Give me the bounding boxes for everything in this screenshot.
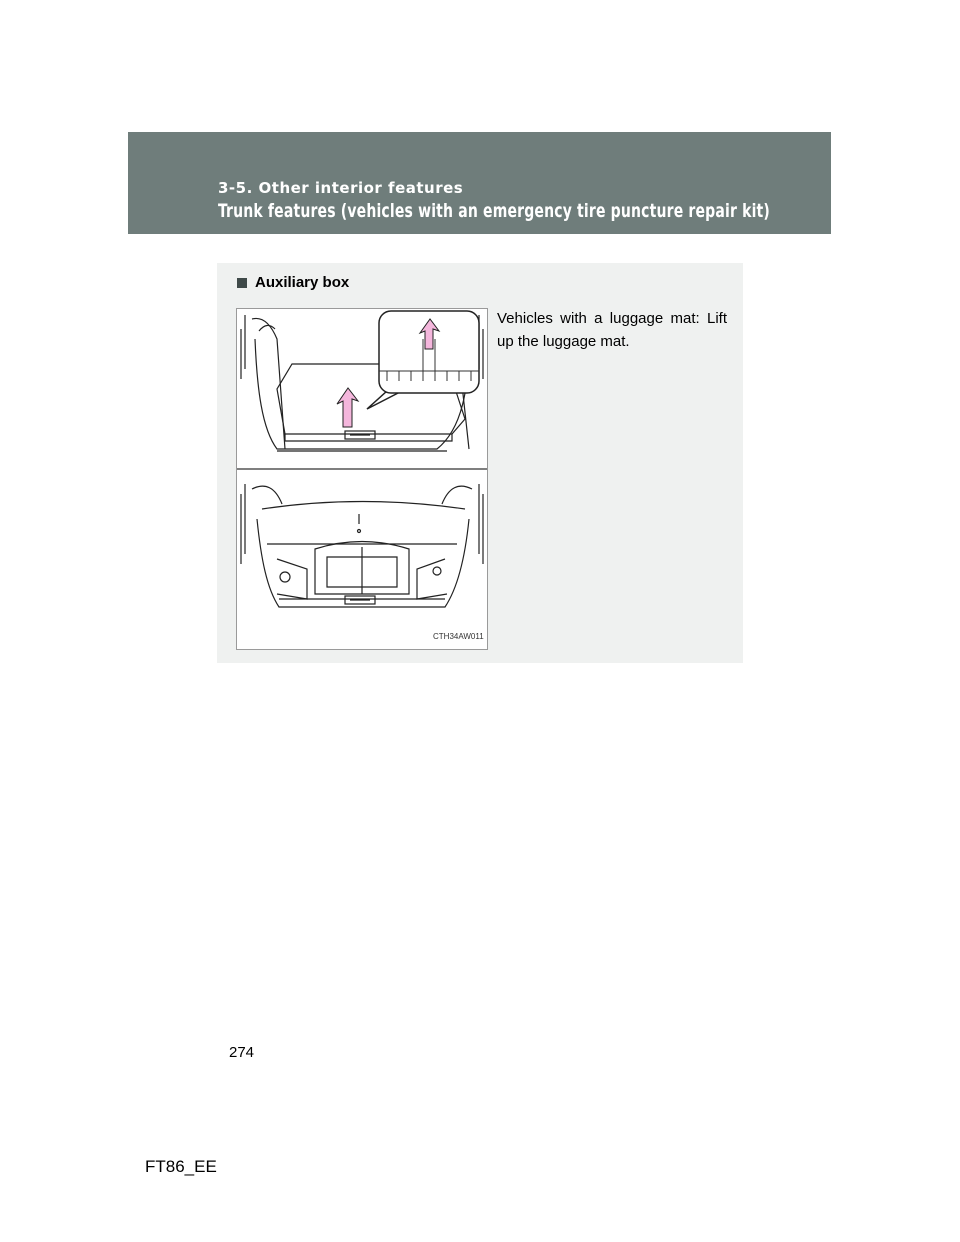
figure-code: CTH34AW011 [433, 632, 484, 641]
doc-code: FT86_EE [145, 1157, 217, 1176]
content-box [217, 263, 743, 663]
box-title-text: Auxiliary box [255, 274, 350, 291]
header-band [128, 132, 831, 234]
page-heading: Trunk features (vehicles with an emergency tire puncture repair kit) [218, 200, 770, 222]
trunk-illustration-drawing [237, 309, 487, 649]
section-label: 3-5. Other interior features [218, 179, 464, 197]
instruction-text: Vehicles with a luggage mat: Lift up the luggage mat. [497, 310, 727, 350]
square-bullet-icon [237, 278, 247, 288]
trunk-illustration [236, 308, 488, 650]
box-title [237, 274, 349, 291]
page-number: 274 [229, 1044, 255, 1061]
